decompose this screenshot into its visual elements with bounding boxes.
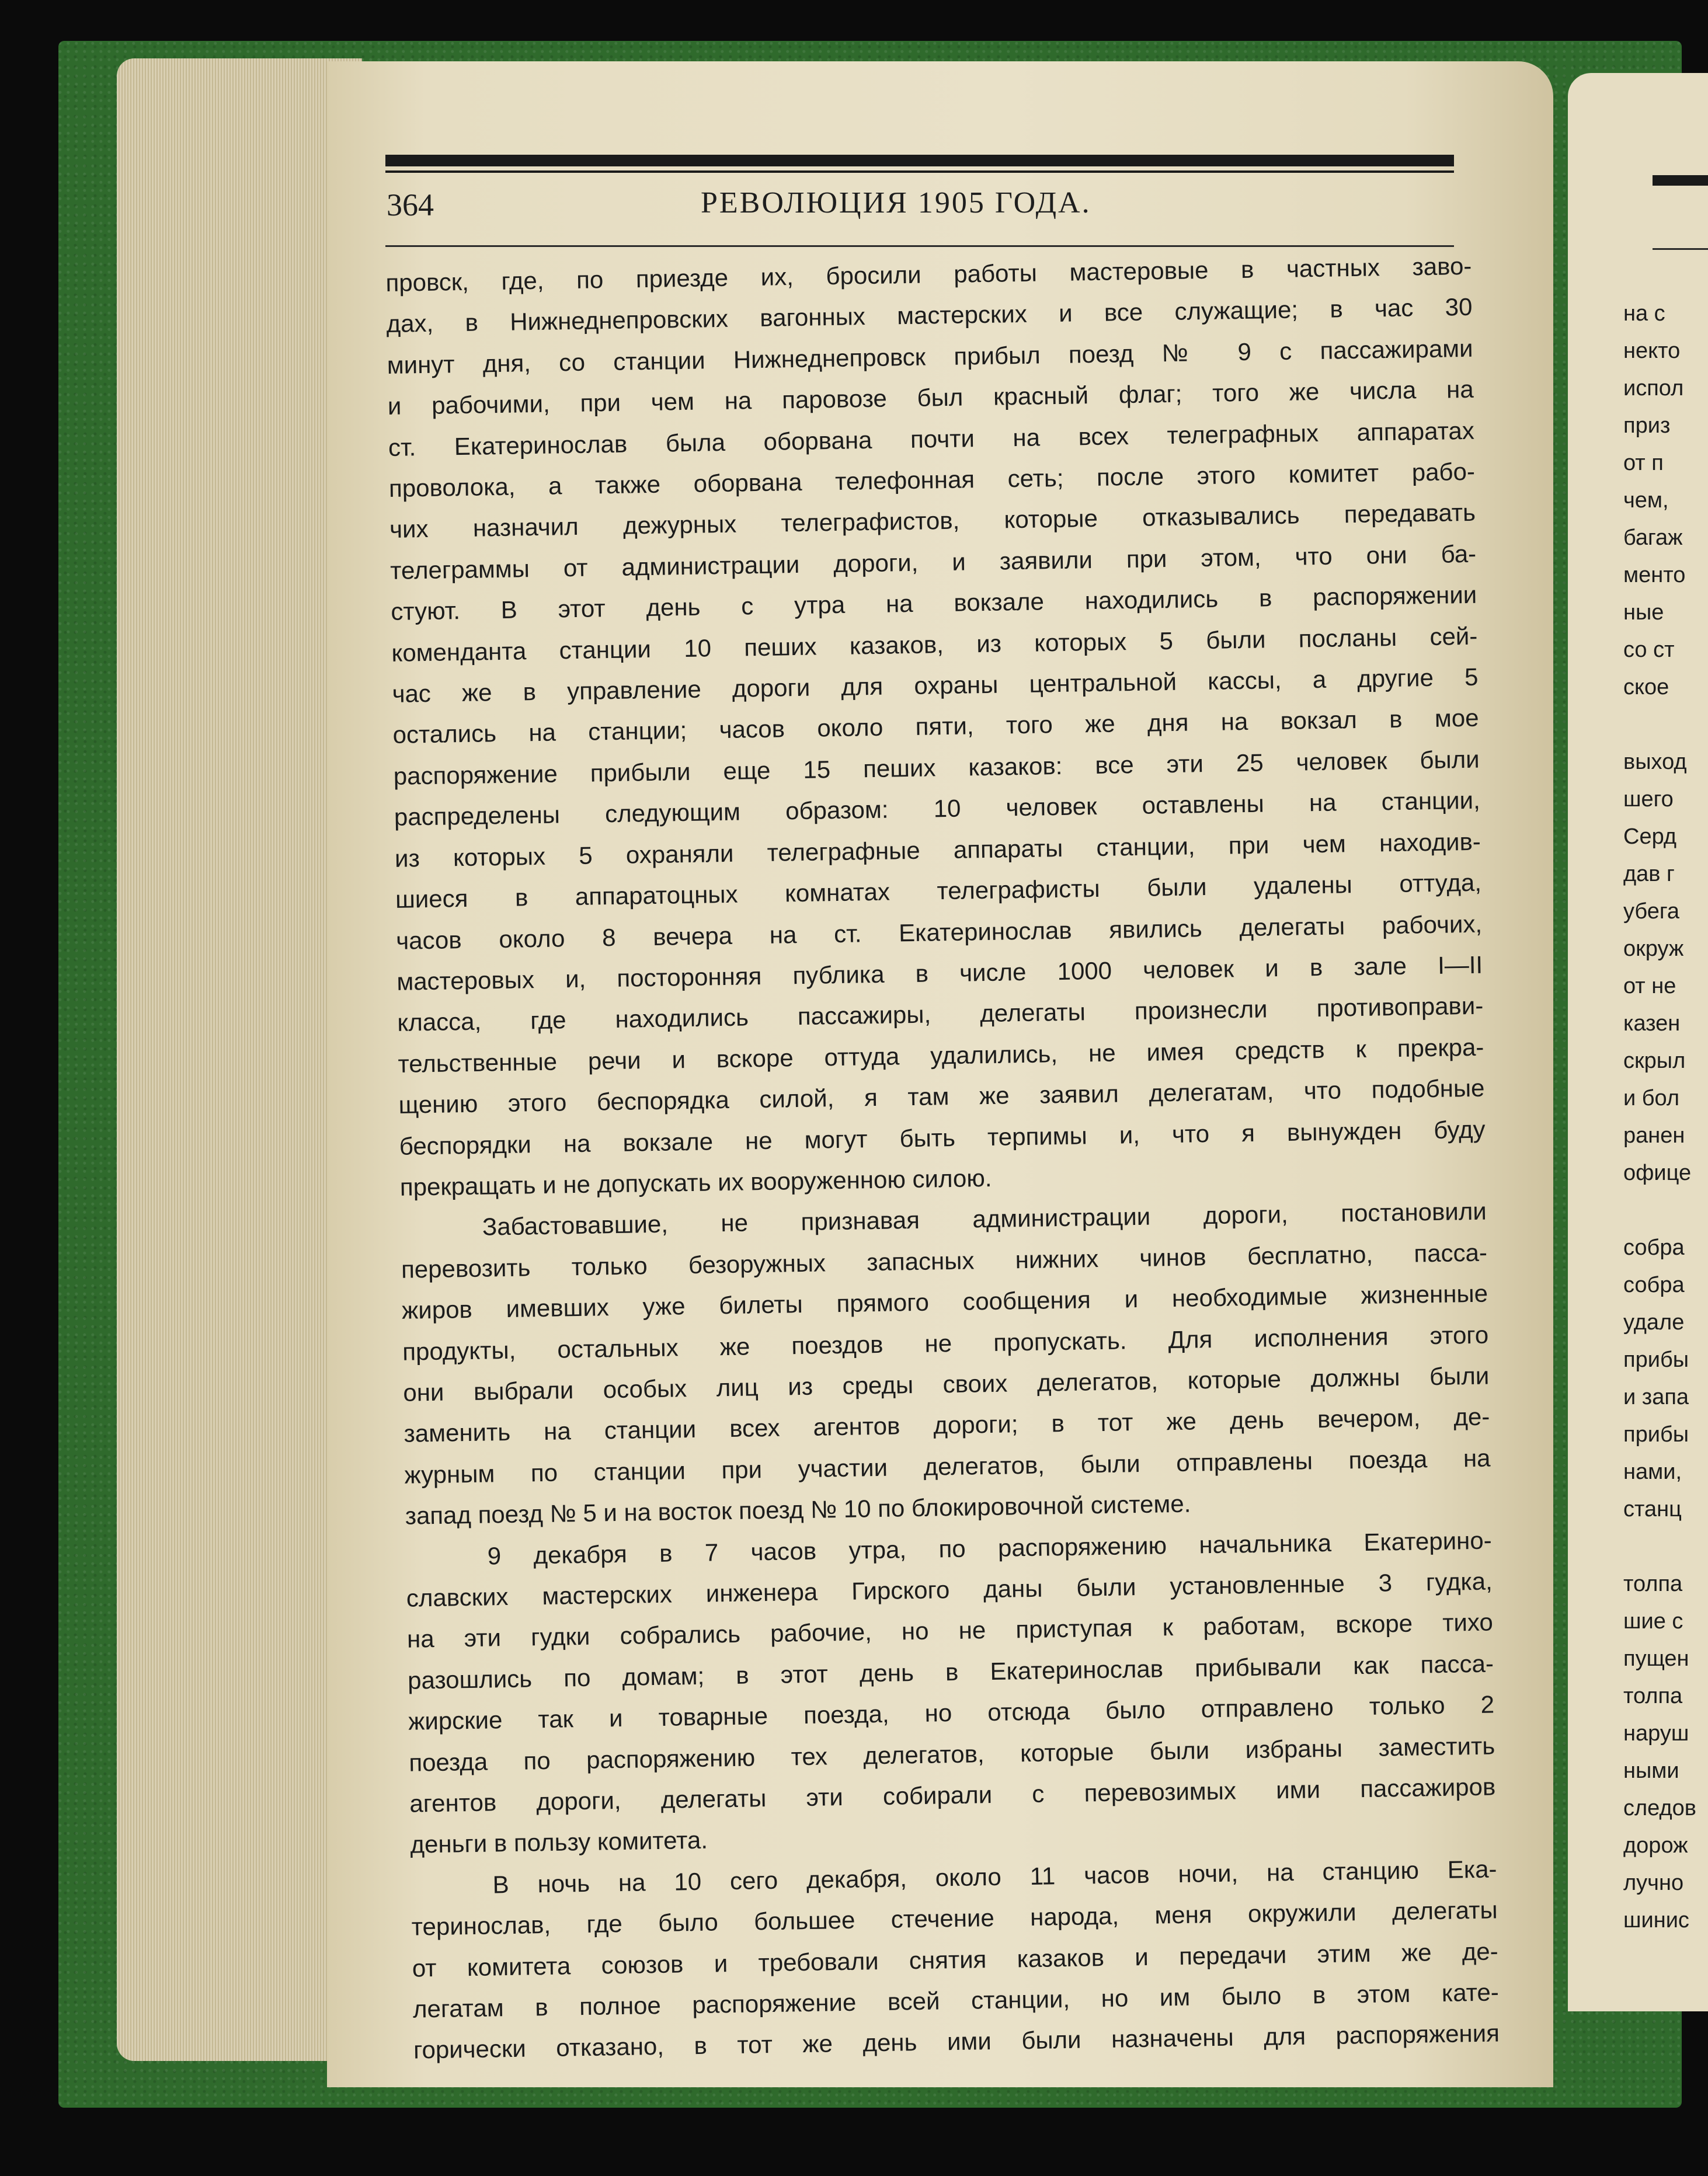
text-line: часов около 8 вечера на ст. Екатеринослав явились делегаты рабочих, [395, 910, 1483, 955]
running-title: РЕВОЛЮЦИЯ 1905 ГОДА. [701, 186, 1091, 220]
right-text-fragment: шие с [1623, 1609, 1683, 1634]
right-text-fragment: казен [1623, 1011, 1681, 1036]
text-line: поезда по распоряжению тех делегатов, которые были избраны заместить [408, 1732, 1495, 1777]
right-text-fragment: багаж [1623, 525, 1683, 550]
right-header-rule [1653, 175, 1708, 186]
text-line: телеграммы от администрации дороги, и заявили при этом, что они ба- [389, 539, 1477, 584]
text-line: деньги в пользу комитета. [410, 1826, 708, 1859]
right-text-fragment: прибы [1623, 1422, 1689, 1447]
text-line: на эти гудки собрались рабочие, но не приступая к работам, вскоре тихо [406, 1608, 1494, 1653]
right-text-fragment: приз [1623, 413, 1671, 438]
right-text-fragment: убега [1623, 899, 1680, 924]
text-line: журным по станции при участии делегатов, были отправлены поезда на [404, 1444, 1491, 1489]
right-text-fragment: и запа [1623, 1385, 1689, 1409]
right-text-fragment: испол [1623, 376, 1684, 401]
right-text-fragment: дав г [1623, 862, 1675, 886]
right-text-fragment: пущен [1623, 1646, 1689, 1671]
right-text-fragment: станц [1623, 1497, 1682, 1522]
right-text-fragment: и бол [1623, 1086, 1680, 1110]
text-line: распоряжение прибыли еще 15 пеших казаков: все эти 25 человек были [393, 745, 1480, 790]
text-line: проволока, а также оборвана телефонная сеть; после этого комитет рабо- [388, 457, 1476, 502]
right-text-fragment: толпа [1623, 1684, 1683, 1708]
right-text-fragment [1623, 1192, 1708, 1229]
page-edges [117, 58, 362, 2061]
right-text-fragment: следов [1623, 1796, 1696, 1820]
right-text-fragment: дорож [1623, 1833, 1688, 1858]
right-text-fragment: от не [1623, 974, 1676, 998]
text-line: продукты, остальных же поездов не пропускать. Для исполнения этого [402, 1321, 1489, 1366]
right-text-fragment: наруш [1623, 1721, 1689, 1746]
right-text-fragment: со ст [1623, 638, 1675, 662]
paragraph-start: 9 декабря в 7 часов утра, по распоряжению начальника Екатерино- [487, 1526, 1492, 1570]
right-text-fragment: ранен [1623, 1123, 1685, 1148]
right-text-fragment: менто [1623, 563, 1686, 587]
text-line: теринослав, где было большее стечение народа, меня окружили делегаты [411, 1896, 1498, 1941]
text-line: мастеровых и, посторонняя публика в числе 1000 человек и в зале I—II [396, 951, 1483, 995]
text-line: остались на станции; часов около пяти, того же дня на вокзал в мое [392, 704, 1479, 749]
right-text-fragment: толпа [1623, 1572, 1683, 1596]
text-line: и рабочими, при чем на паровозе был красный флаг; того же числа на [387, 375, 1474, 420]
text-line: от комитета союзов и требовали снятия казаков и передачи этим же де- [412, 1937, 1499, 1982]
right-text-fragment: собра [1623, 1273, 1685, 1297]
body-text [385, 246, 1500, 2071]
right-text-fragment: Серд [1623, 824, 1677, 849]
text-line: провск, где, по приезде их, бросили работы мастеровые в частных заво- [385, 252, 1472, 297]
right-text-fragment: на с [1623, 301, 1665, 326]
text-line: ст. Екатеринослав была оборвана почти на всех телеграфных аппаратах [388, 416, 1475, 461]
right-text-fragment: ское [1623, 675, 1669, 699]
right-text-fragment: окруж [1623, 936, 1684, 961]
right-text-fragment: лучно [1623, 1871, 1684, 1895]
right-text-fragment: офице [1623, 1161, 1692, 1185]
text-line: час же в управление дороги для охраны центральной кассы, а другие 5 [392, 663, 1479, 708]
right-text-fragment: чем, [1623, 488, 1669, 513]
text-line: жирские так и товарные поезда, но отсюда было отправлено только 2 [408, 1690, 1495, 1735]
text-line: коменданта станции 10 пеших казаков, из которых 5 были посланы сей- [391, 622, 1478, 667]
text-line: шиеся в аппаратоцных комнатах телеграфисты были удалены оттуда, [395, 868, 1482, 913]
paragraph-start: Забастовавшие, не признавая администрации дороги, постановили [482, 1197, 1487, 1241]
text-line: щению этого беспорядка силой, я там же заявил делегатам, что подобные [398, 1074, 1485, 1119]
right-text-fragment: ными [1623, 1759, 1679, 1783]
right-text-fragment: выход [1623, 750, 1687, 774]
right-text-fragment: от п [1623, 451, 1664, 475]
right-text-fragment: удале [1623, 1310, 1685, 1335]
text-line: разошлись по домам; в этот день в Екатеринослав прибывали как пасса- [407, 1649, 1494, 1694]
right-text-fragment [1623, 706, 1708, 743]
text-line: из которых 5 охраняли телеграфные аппараты станции, при чем находив- [394, 827, 1481, 872]
right-text-fragment: собра [1623, 1235, 1685, 1260]
text-line: горически отказано, в тот же день ими были назначены для распоряжения [413, 2019, 1500, 2064]
page-number: 364 [387, 187, 434, 222]
text-line: беспорядки на вокзале не могут быть терпимы и, что я вынужден буду [399, 1115, 1486, 1160]
text-line: минут дня, со станции Нижнеднепровск прибыл поезд № 9 с пассажирами [387, 334, 1473, 379]
header-rule-bottom [385, 245, 1454, 247]
right-text-fragment: ные [1623, 600, 1664, 625]
text-line: агентов дороги, делегаты эти собирали с перевозимых ими пассажиров [409, 1773, 1496, 1818]
text-line: класса, где находились пассажиры, делегаты произнесли противоправи- [397, 991, 1484, 1037]
right-text-fragment: некто [1623, 339, 1681, 363]
right-text-fragment: шинис [1623, 1908, 1689, 1933]
text-line: стуют. В этот день с утра на вокзале находились в распоряжении [391, 580, 1477, 626]
right-header-rule-thin [1653, 248, 1708, 250]
text-line: славских мастерских инженера Гирского даны были установленные 3 гудка, [406, 1567, 1493, 1612]
text-line: жиров имевших уже билеты прямого сообщения и необходимые жизненные [401, 1279, 1488, 1324]
text-line: чих назначил дежурных телеграфистов, которые отказывались передавать [389, 499, 1476, 544]
right-text-fragment: нами, [1623, 1460, 1682, 1484]
text-line: они выбрали особых лиц из среды своих делегатов, которые должны были [403, 1362, 1490, 1406]
right-text-fragment: шего [1623, 787, 1674, 812]
header-rule-thick [385, 155, 1454, 166]
right-page-text [1623, 295, 1708, 1939]
right-text-fragment [1623, 1528, 1708, 1565]
text-line: запад поезд № 5 и на восток поезд № 10 по блокировочной системе. [405, 1489, 1191, 1530]
text-line: дах, в Нижнеднепровских вагонных мастерских и все служащие; в час 30 [386, 293, 1473, 338]
text-line: тельственные речи и вскоре оттуда удалились, не имея средств к прекра- [398, 1033, 1484, 1078]
text-line: перевозить только безоружных запасных нижних чинов бесплатно, пасса- [401, 1238, 1488, 1283]
text-line: легатам в полное распоряжение всей станции, но им было в этом кате- [412, 1978, 1500, 2023]
text-line: заменить на станции всех агентов дороги; в тот же день вечером, де- [403, 1402, 1490, 1448]
right-text-fragment: прибы [1623, 1348, 1689, 1372]
text-line: прекращать и не допускать их вооруженною силою. [399, 1164, 992, 1201]
right-text-fragment: скрыл [1623, 1049, 1686, 1073]
paragraph-start: В ночь на 10 сего декабря, около 11 часов ночи, на станцию Ека- [492, 1855, 1497, 1899]
text-line: распределены следующим образом: 10 человек оставлены на станции, [394, 786, 1481, 831]
header-rule-thin [385, 170, 1454, 173]
